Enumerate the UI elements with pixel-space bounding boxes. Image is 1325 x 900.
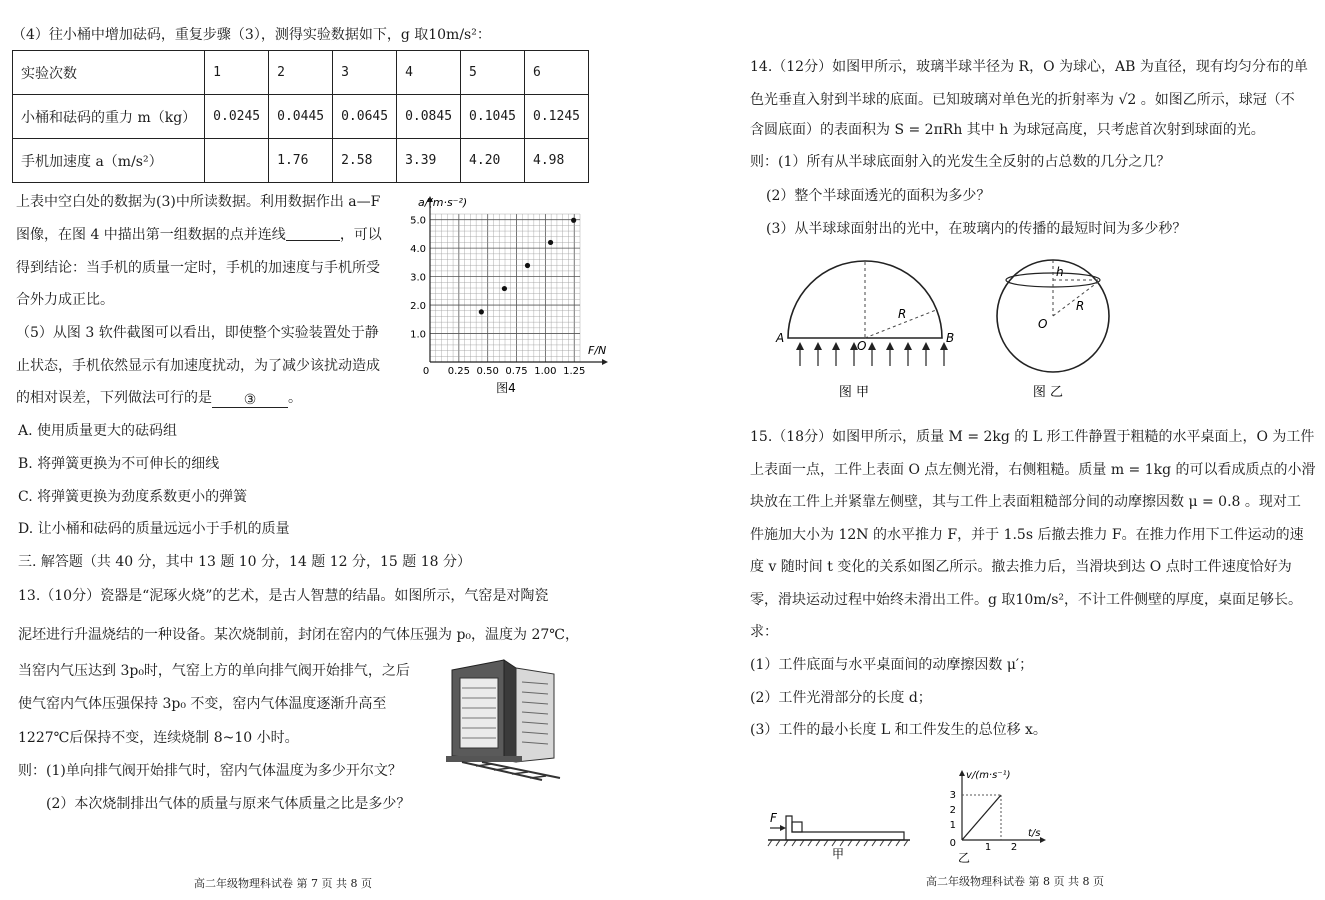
table-row <box>13 95 589 139</box>
y-tick-label: 4.0 <box>410 244 426 256</box>
t-axis-label: t/s <box>1028 828 1041 839</box>
y-tick-label: 5.0 <box>410 215 426 227</box>
figure-15-jia <box>766 800 916 862</box>
x-axis-label: F/N <box>588 344 607 357</box>
y-tick-label: 3.0 <box>410 272 426 284</box>
q4-text-line: 合外力成正比。 <box>16 292 114 308</box>
q14-line: (3）从半球球面射出的光中，在玻璃内的传播的最短时间为多少秒？ <box>766 221 1187 237</box>
figure-caption: 甲 <box>831 847 845 861</box>
q4-text-line: 上表中空白处的数据为(3)中所读数据。利用数据作出 a—F <box>16 194 381 210</box>
x-tick-label: 1.25 <box>563 366 586 377</box>
table-cell: 2.58 <box>333 139 397 183</box>
x-tick-label: 0.50 <box>476 366 499 377</box>
data-point <box>525 263 530 268</box>
q15-line: 块放在工件上并紧靠左侧壁，其与工件上表面粗糙部分间的动摩擦因数 μ = 0.8 。现对工 <box>750 494 1301 510</box>
q5-text-line: （5）从图 3 软件截图可以看出，即使整个实验装置处于静 <box>16 325 379 341</box>
force-f-label: F <box>770 811 777 825</box>
q14-line: 14.（12分）如图甲所示，玻璃半球半径为 R，O 为球心，AB 为直径，现有均匀分布的单 <box>750 59 1308 75</box>
q15-line: 零，滑块运动过程中始终未滑出工件。g 取10m/s²，不计工件侧壁的厚度，桌面足够长。 <box>750 592 1303 608</box>
v-tick-label: 1 <box>949 820 956 831</box>
table-cell <box>205 139 269 183</box>
table-cell: 0.0245 <box>205 95 269 139</box>
table-cell: 0.1245 <box>525 95 589 139</box>
option-a: A. 使用质量更大的砝码组 <box>18 423 178 439</box>
q15-line: 上表面一点，工件上表面 O 点左侧光滑，右侧粗糙。质量 m = 1kg 的可以看成质点的小滑 <box>750 462 1316 478</box>
table-cell: 0.0445 <box>269 95 333 139</box>
q4-text-line: 得到结论：当手机的质量一定时，手机的加速度与手机所受 <box>16 260 380 276</box>
q13-line: 13.（10分）瓷器是“泥琢火烧”的艺术，是古人智慧的结晶。如图所示，气窑是对陶瓷 <box>18 588 549 604</box>
v-axis-label: v/(m·s⁻¹) <box>966 770 1011 781</box>
point-b-label: B <box>946 331 955 345</box>
page-footer: 高二年级物理科试卷 第 7 页 共 8 页 <box>194 877 372 890</box>
q13-line: (2）本次烧制排出气体的质量与原来气体质量之比是多少？ <box>46 796 411 812</box>
q14-line: 则：(1）所有从半球底面射入的光发生全反射的占总数的几分之几？ <box>750 154 1171 170</box>
y-axis-label: a/(m·s⁻²) <box>418 196 468 209</box>
q14-line: (2）整个半球面透光的面积为多少？ <box>766 188 991 204</box>
page-footer: 高二年级物理科试卷 第 8 页 共 8 页 <box>926 875 1104 888</box>
figure-caption: 图 乙 <box>1032 385 1064 400</box>
radius-r-label: R <box>898 307 907 321</box>
data-point <box>548 240 553 245</box>
x-tick-label: 0 <box>422 366 430 377</box>
table-cell: 6 <box>525 51 589 95</box>
table-cell: 1 <box>205 51 269 95</box>
q13-line: 1227℃后保持不变，连续烧制 8~10 小时。 <box>18 730 299 746</box>
table-cell: 0.0845 <box>397 95 461 139</box>
table-cell: 4.20 <box>461 139 525 183</box>
x-tick-label: 0.75 <box>505 366 528 377</box>
table-cell: 3 <box>333 51 397 95</box>
data-point <box>502 286 507 291</box>
q15-line: 度 v 随时间 t 变化的关系如图乙所示。撤去推力后，当滑块到达 O 点时工件速度恰好为 <box>750 559 1292 575</box>
figure-15-yi-vt-graph <box>944 766 1054 866</box>
t-tick-label: 0 <box>949 838 956 849</box>
radius-r-label: R <box>1076 299 1085 313</box>
x-tick-label: 0.25 <box>447 366 470 377</box>
x-tick-label: 1.00 <box>534 366 557 377</box>
q13-line: 当窑内气压达到 3p₀时，气窑上方的单向排气阀开始排气，之后 <box>18 663 410 679</box>
x-axis-arrow <box>602 359 608 365</box>
q15-line: 15.（18分）如图甲所示，质量 M = 2kg 的 L 形工件静置于粗糙的水平桌面上，O 为工件 <box>750 429 1315 445</box>
y-tick-label: 1.0 <box>410 329 426 341</box>
figure-caption: 图 甲 <box>838 385 870 400</box>
table-cell: 手机加速度 a（m/s²） <box>13 139 205 183</box>
figure-caption: 乙 <box>957 851 971 865</box>
q5-text-line: 止状态，手机依然显示有加速度扰动，为了减少该扰动造成 <box>16 358 380 374</box>
table-cell: 4 <box>397 51 461 95</box>
table-cell: 小桶和砝码的重力 m（kg） <box>13 95 205 139</box>
chart-caption: 图4 <box>496 381 516 395</box>
kiln-illustration <box>432 652 564 782</box>
option-b: B. 将弹簧更换为不可伸长的细线 <box>18 456 220 472</box>
q14-line: 含圆底面）的表面积为 S = 2πRh 其中 h 为球冠高度，只考虑首次射到球面的光。 <box>750 122 1265 138</box>
table-cell: 2 <box>269 51 333 95</box>
table-cell: 1.76 <box>269 139 333 183</box>
answer-blank[interactable] <box>286 226 340 241</box>
data-table <box>12 50 589 183</box>
q15-line: (2）工件光滑部分的长度 d； <box>750 690 932 706</box>
table-cell: 5 <box>461 51 525 95</box>
q5-text-line: 的相对误差，下列做法可行的是 ③ 。 <box>16 390 302 408</box>
q4-intro: （4）往小桶中增加砝码，重复步骤（3），测得实验数据如下，g 取10m/s²： <box>12 27 491 43</box>
q4-text-line: 图像，在图 4 中描出第一组数据的点并连线 ，可以 <box>16 227 382 243</box>
table-row <box>13 139 589 183</box>
page-8 <box>662 0 1325 900</box>
t-tick-label: 1 <box>984 842 992 853</box>
table-cell: 0.1045 <box>461 95 525 139</box>
q13-line: 使气窑内气体压强保持 3p₀ 不变，窑内气体温度逐渐升高至 <box>18 696 387 712</box>
answer-blank[interactable] <box>212 391 288 408</box>
height-h-label: h <box>1056 265 1064 279</box>
q14-line: 色光垂直入射到半球的底面。已知玻璃对单色光的折射率为 √2 。如图乙所示，球冠（不 <box>750 92 1295 108</box>
table-cell: 0.0645 <box>333 95 397 139</box>
option-c: C. 将弹簧更换为劲度系数更小的弹簧 <box>18 489 248 505</box>
q13-line: 则：(1)单向排气阀开始排气时，窑内气体温度为多少开尔文？ <box>18 763 402 779</box>
t-tick-label: 2 <box>1010 842 1018 853</box>
v-tick-label: 3 <box>949 790 956 801</box>
q15-line: 件施加大小为 12N 的水平推力 F，并于 1.5s 后撤去推力 F。在推力作用下工件运动的速 <box>750 527 1304 543</box>
q15-line: (1）工件底面与水平桌面间的动摩擦因数 μ′； <box>750 657 1034 673</box>
center-o-label: O <box>1038 317 1048 331</box>
point-a-label: A <box>776 331 785 345</box>
table-cell: 4.98 <box>525 139 589 183</box>
q15-line: (3）工件的最小长度 L 和工件发生的总位移 x。 <box>750 722 1047 738</box>
figure-4-chart <box>398 194 618 400</box>
table-cell: 实验次数 <box>13 51 205 95</box>
table-cell: 3.39 <box>397 139 461 183</box>
y-tick-label: 2.0 <box>410 301 426 313</box>
section-heading: 三. 解答题（共 40 分，其中 13 题 10 分，14 题 12 分，15 题 18 分） <box>18 554 472 570</box>
q15-line: 求： <box>750 624 778 640</box>
data-point <box>479 309 484 314</box>
data-point <box>571 218 576 223</box>
table-row <box>13 51 589 95</box>
center-o-label: O <box>857 339 867 353</box>
handwritten-answer: ③ <box>243 392 257 408</box>
figure-14-yi <box>988 254 1118 404</box>
q13-line: 泥坯进行升温烧结的一种设备。某次烧制前，封闭在窑内的气体压强为 p₀，温度为 27℃， <box>18 627 579 643</box>
figure-14-jia <box>770 254 960 404</box>
option-d: D. 让小桶和砝码的质量远远小于手机的质量 <box>18 521 290 537</box>
v-tick-label: 2 <box>949 805 956 816</box>
page-7 <box>0 0 662 900</box>
